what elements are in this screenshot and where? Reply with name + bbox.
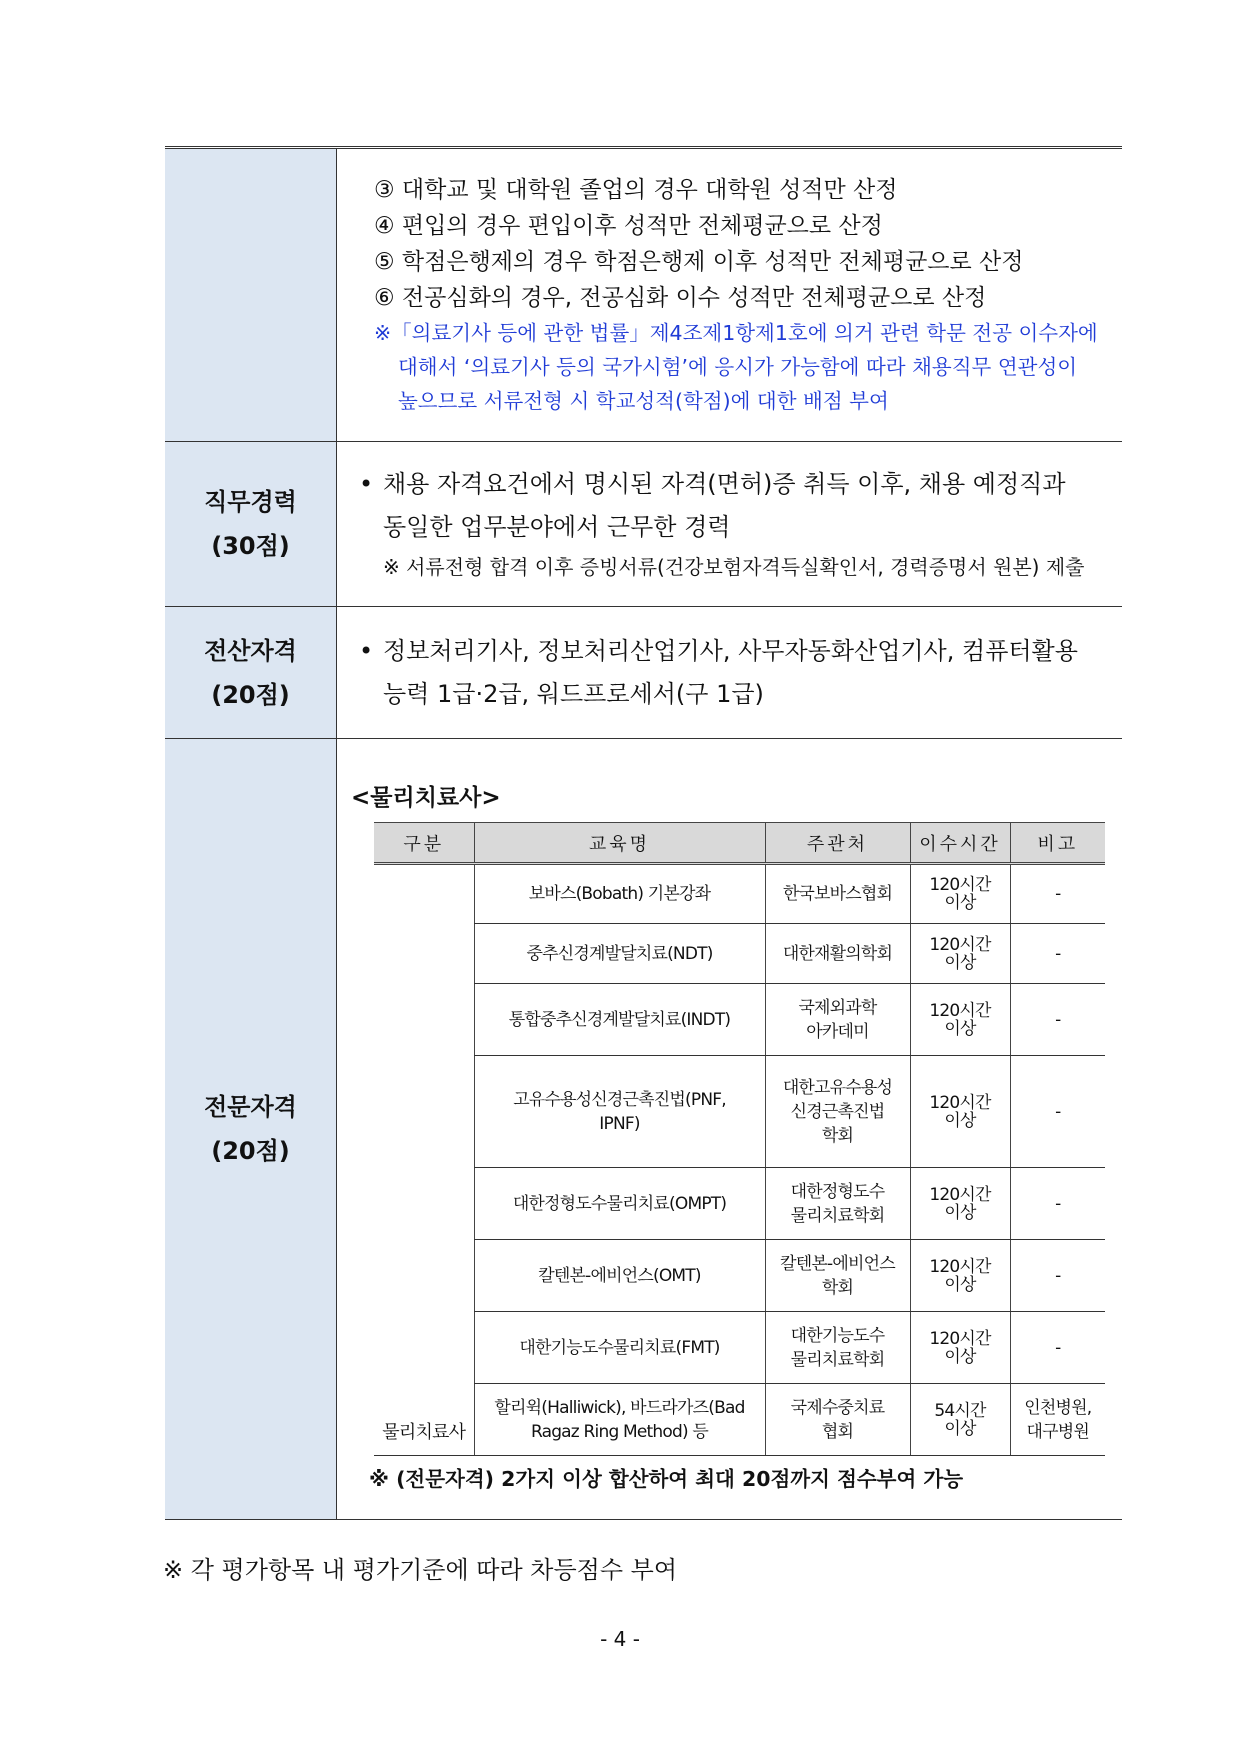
hours-text: 120시간: [929, 1184, 991, 1205]
table-row: [374, 924, 1105, 984]
pro-cert-final-note: ※ (전문자격) 2가지 이상 합산하여 최대 20점까지 점수부여 가능: [369, 1467, 964, 1491]
table-row: [374, 864, 1105, 924]
organizer-cell: [765, 1384, 910, 1456]
course-name-cell-text: 대한정형도수물리치료(OMPT): [512, 1193, 727, 1214]
pro-cert-table: [374, 822, 1105, 1456]
hours-text: 이상: [944, 893, 976, 913]
career-label: 직무경력: [204, 488, 297, 516]
course-name-cell-text: 중추신경계발달치료(NDT): [526, 943, 713, 964]
remarks-cell: [1010, 984, 1105, 1056]
footer-note: ※ 각 평가항목 내 평가기준에 따라 차등점수 부여: [163, 1556, 678, 1584]
organizer-cell-text: 국제수중치료 협회: [790, 1397, 885, 1442]
course-name-cell: [474, 924, 765, 984]
hours-text: 120시간: [929, 875, 991, 895]
remarks-cell-text: -: [1055, 1009, 1061, 1030]
organizer-cell: [765, 1168, 910, 1240]
course-name-cell-text: 할리윅(Halliwick), 바드라가즈(Bad Ragaz Ring Method) 등: [494, 1397, 745, 1442]
hours-cell: [910, 924, 1010, 984]
grade-rule-item: ④ 편입의 경우 편입이후 성적만 전체평균으로 산정: [374, 213, 883, 239]
grades-note-line-3: 높으므로 서류전형 시 학교성적(학점)에 대한 배점 부여: [398, 389, 889, 413]
career-label-cell: [165, 442, 337, 607]
organizer-cell-text: 대한기능도수 물리치료학회: [790, 1325, 885, 1370]
organizer-cell: [765, 924, 910, 984]
pro-cert-row: [165, 739, 1122, 1520]
grades-note-line-1: ※「의료기사 등에 관한 법률」제4조제1항제1호에 의거 관련 학문 전공 이수자에: [374, 321, 1098, 345]
table-row: [374, 1240, 1105, 1312]
course-name-cell-text: 보바스(Bobath) 기본강좌: [528, 884, 711, 904]
hours-text: 120시간: [929, 1328, 991, 1349]
bullet-dot: •: [359, 470, 374, 498]
course-name-cell: [474, 1056, 765, 1168]
course-name-cell: [474, 1312, 765, 1384]
it-cert-bullet: [349, 630, 1122, 716]
grade-rules-list: [349, 172, 1122, 316]
organizer-cell: [765, 1240, 910, 1312]
hours-text: 120시간: [929, 1256, 991, 1277]
grades-label-cell: [165, 148, 337, 442]
table-row: [374, 1168, 1105, 1240]
hours-cell: [910, 1056, 1010, 1168]
it-cert-label: 전산자격: [204, 636, 297, 665]
remarks-cell: [1010, 1384, 1105, 1456]
remarks-cell: [1010, 1312, 1105, 1384]
hours-text: 이상: [944, 1418, 976, 1439]
header-course: 교육명: [474, 823, 765, 864]
grades-note-line-2: 대해서 ‘의료기사 등의 국가시험’에 응시가 가능함에 따라 채용직무 연관성이: [398, 355, 1078, 379]
organizer-cell-text: 대한정형도수 물리치료학회: [790, 1181, 885, 1226]
grades-row: [165, 148, 1122, 442]
hours-text: 120시간: [929, 1092, 991, 1113]
hours-text: 이상: [944, 1274, 976, 1295]
course-name-cell-text: 통합중추신경계발달치료(INDT): [508, 1009, 731, 1030]
career-points: (30점): [211, 532, 290, 560]
course-name-cell: [474, 1240, 765, 1312]
career-bullet-line-2: 동일한 업무분야에서 근무한 경력: [383, 513, 731, 541]
category-cell: [374, 864, 474, 1456]
grades-content: [337, 148, 1123, 442]
evaluation-criteria-table: [165, 146, 1122, 1520]
grade-rule-item: ⑥ 전공심화의 경우, 전공심화 이수 성적만 전체평균으로 산정: [374, 285, 987, 311]
hours-cell: [910, 1240, 1010, 1312]
it-cert-label-cell: [165, 607, 337, 739]
course-name-cell: [474, 864, 765, 924]
pro-cert-label-cell: [165, 739, 337, 1520]
pro-cert-content: [337, 739, 1123, 1520]
career-row: [165, 442, 1122, 607]
header-remarks: 비고: [1010, 823, 1105, 864]
organizer-cell-text: 한국보바스협회: [782, 884, 893, 904]
table-row: [374, 1312, 1105, 1384]
grades-legal-note: [349, 316, 1122, 418]
category-cell-text: 물리치료사: [382, 1422, 466, 1443]
hours-cell: [910, 1312, 1010, 1384]
course-name-cell-text: 칼텐본-에비언스(OMT): [538, 1265, 701, 1286]
remarks-cell: [1010, 1056, 1105, 1168]
hours-text: 이상: [944, 1202, 976, 1223]
header-hours: 이수시간: [910, 823, 1010, 864]
bullet-dot: •: [359, 636, 374, 665]
hours-text: 이상: [944, 952, 976, 973]
career-bullet: [349, 463, 1122, 549]
hours-text: 이상: [944, 1110, 976, 1131]
hours-text: 이상: [944, 1346, 976, 1367]
remarks-cell: [1010, 1240, 1105, 1312]
hours-cell: [910, 1168, 1010, 1240]
course-name-cell-text: 고유수용성신경근촉진법(PNF, IPNF): [513, 1089, 726, 1134]
remarks-cell: [1010, 924, 1105, 984]
remarks-cell-text: -: [1055, 884, 1061, 904]
remarks-cell: [1010, 1168, 1105, 1240]
remarks-cell-text: -: [1055, 1337, 1061, 1358]
it-cert-content: [337, 607, 1123, 739]
it-cert-points: (20점): [211, 680, 290, 709]
pro-cert-header-row: [374, 823, 1105, 864]
course-name-cell: [474, 984, 765, 1056]
remarks-cell-text: -: [1055, 1265, 1061, 1286]
hours-text: 54시간: [934, 1400, 986, 1421]
remarks-cell-text: 인천병원, 대구병원: [1024, 1397, 1092, 1442]
organizer-cell-text: 대한고유수용성 신경근촉진법 학회: [782, 1077, 893, 1146]
course-name-cell: [474, 1384, 765, 1456]
page-number: - 4 -: [600, 1627, 640, 1651]
grade-rule-item: ⑤ 학점은행제의 경우 학점은행제 이후 성적만 전체평균으로 산정: [374, 249, 1024, 275]
career-note: ※ 서류전형 합격 이후 증빙서류(건강보험자격득실확인서, 경력증명서 원본) 제출: [383, 555, 1085, 579]
header-organizer: 주관처: [765, 823, 910, 864]
remarks-cell-text: -: [1055, 943, 1061, 964]
it-cert-bullet-line-1: 정보처리기사, 정보처리산업기사, 사무자동화산업기사, 컴퓨터활용: [383, 636, 1078, 665]
organizer-cell: [765, 864, 910, 924]
hours-text: 120시간: [929, 934, 991, 955]
course-name-cell: [474, 1168, 765, 1240]
career-bullet-line-1: 채용 자격요건에서 명시된 자격(면허)증 취득 이후, 채용 예정직과: [383, 470, 1066, 498]
organizer-cell: [765, 984, 910, 1056]
pro-cert-label: 전문자격: [204, 1093, 297, 1121]
table-row: [374, 984, 1105, 1056]
organizer-cell-text: 칼텐본-에비언스 학회: [780, 1253, 895, 1298]
table-row: [374, 1384, 1105, 1456]
hours-cell: [910, 864, 1010, 924]
table-row: [374, 1056, 1105, 1168]
remarks-cell-text: -: [1055, 1101, 1061, 1122]
grade-rule-item: ③ 대학교 및 대학원 졸업의 경우 대학원 성적만 산정: [374, 177, 898, 203]
organizer-cell: [765, 1312, 910, 1384]
remarks-cell-text: -: [1055, 1193, 1061, 1214]
hours-cell: [910, 1384, 1010, 1456]
organizer-cell-text: 국제외과학 아카데미: [798, 997, 877, 1042]
remarks-cell: [1010, 864, 1105, 924]
pro-cert-table-body: [374, 864, 1105, 1456]
hours-text: 이상: [944, 1018, 976, 1039]
organizer-cell-text: 대한재활의학회: [782, 943, 893, 964]
course-name-cell-text: 대한기능도수물리치료(FMT): [519, 1337, 720, 1358]
header-category: 구분: [374, 823, 474, 864]
organizer-cell: [765, 1056, 910, 1168]
hours-cell: [910, 984, 1010, 1056]
career-content: [337, 442, 1123, 607]
it-cert-row: [165, 607, 1122, 739]
it-cert-bullet-line-2: 능력 1급·2급, 워드프로세서(구 1급): [383, 679, 764, 708]
hours-text: 120시간: [929, 1000, 991, 1021]
pro-cert-points: (20점): [211, 1137, 290, 1165]
pro-cert-subtitle: <물리치료사>: [351, 785, 501, 811]
